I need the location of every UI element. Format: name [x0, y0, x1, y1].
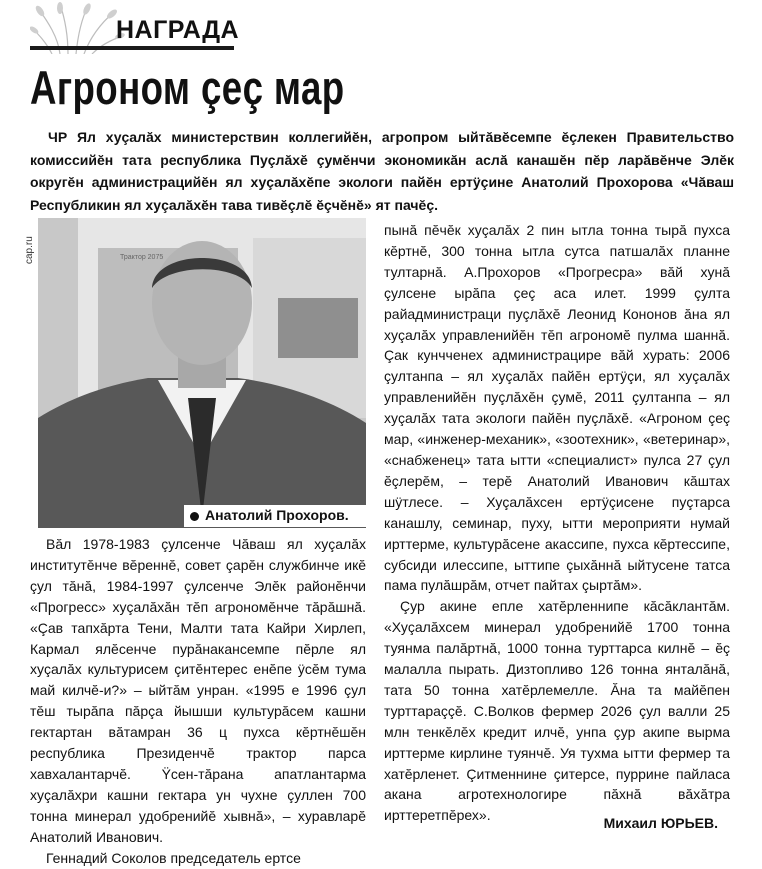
- photo-caption: [190, 507, 349, 523]
- body-paragraph: Çур акине епле хатĕрленнипе кăсăклантăм. «Хуçалăхсем минерал удобренийĕ 1700 тонна туянма палăртнă, 1000 тонна турттарса килнĕ – ĕç малалла пырать. Дизтопливо 126 тонна янталăнă, тата 50 тонна хатĕрлемелле. Ăна та майĕпен турттараççĕ. С.Волков фермер 2026 çул валли 25 млн тенкĕлĕх кредит илчĕ, унпа çур акипе вырма ирттерме кирлине туянчĕ. Уя тухма ытти фермер та хатĕрленет. Çитменнине çитерсе, пуррине пайласа акана агротехнологире пăхнă вăхăтра ирттеретпĕрех».: [384, 598, 730, 824]
- rubric-label: НАГРАДА: [116, 16, 240, 44]
- portrait-photo: [38, 218, 366, 528]
- photo-credit: cap.ru: [24, 236, 35, 264]
- body-column-left: [30, 534, 366, 869]
- body-column-right: [384, 220, 730, 826]
- rubric-underline: [30, 46, 234, 50]
- poster-text: Трактор 2075: [120, 254, 164, 261]
- author-signature: Михаил ЮРЬЕВ.: [603, 815, 718, 831]
- bullet-icon: [190, 512, 199, 521]
- body-paragraph: Геннадий Соколов председатель ертсе: [46, 849, 301, 866]
- body-paragraph: пынă пĕчĕк хуçалăх 2 пин ытла тонна тырă пухса кĕртнĕ, 300 тонна ытла сутса патшалăх планне тултарнă. А.Прохоров «Прогресра» вăй хунă çулсене ырăпа çеç аса илет. 1999 çулта райадминистраци пуçлăхĕ Леонид Кононов ăна ял хуçалăх управленийĕн тĕп агрономĕ пулма шаннă. Çак кунчченех администрацире вăй хурать: 2006 çултанпа – ял хуçалăх пайĕн ертÿçи, ял хуçалăх управленийĕн пуçлăхĕн çумĕ, 2011 çултанпа – ял хуçалăх тата экологи пайĕн пуçлăхĕ. «Агроном çеç мар, «инженер-механик», «зоотехник», «ветеринар», «снабженец» тата ытти «специалист» пулса 27 çул ĕçлерĕм, – терĕ Анатолий Иванович кăштах шÿтлесе. – Хуçалăхсен ертÿçисене пуçтарса канашлу, семинар, пуху, ытти мероприяти нумай ирттерме, культурăсене акассипе, пухса кĕртессипе, субсиди илессипе, ыттипе çыхăннă ыйтусене татса пама пулăшрăм, отчет пайтах çыртăм».: [384, 222, 730, 594]
- lead-paragraph: ЧР Ял хуçалăх министерствин коллегийĕн, агропром ыйтăвĕсемпе ĕçлекен Правительство комиссийĕн тата республика Пуçлăхĕ çумĕнчи экономикăн аслă канашĕн пĕр ларăвĕнче Элĕк округĕн администрацийĕн ял хуçалăхĕпе экологи пайĕн ертÿçине Анатолий Прохорова «Чăваш Республикин ял хуçалăхĕн тава тивĕçлĕ ĕçчĕнĕ» ят пачĕç.: [30, 129, 735, 213]
- body-paragraph: Вăл 1978-1983 çулсенче Чăваш ял хуçалăх институтĕнче вĕреннĕ, совет çарĕн службинче икĕ çул тăнă, 1984-1997 çулсенче Элĕк районĕнчи «Прогресс» хуçалăхăн тĕп агрономĕнче тăрăшнă. «Çав тапхăрта Тени, Малти тата Кайри Хирлеп, Кармал ялĕсенче пурăнакансемпе пĕрле ял хуçалăх культурисем çитĕнтерес енĕпе ÿсĕм тума май килчĕ-и?» – ыйтăм унран. «1995 е 1996 çул тĕш тырăпа пăрçа йышши культурăсем кашни гектартан вăтамран 36 ц пухса кĕртнĕшĕн республика Президенчĕ трактор парса хавхалантарчĕ. Ÿсен-тăрана апатлантарма хуçалăхри кашни гектара ун чухне çуллен 700 тонна минерал удобренийĕ хывнă», – хуравларĕ Анатолий Иванович.: [30, 536, 366, 845]
- photo-caption-text: Анатолий Прохоров.: [205, 507, 349, 523]
- headline: Агроном çеç мар: [30, 61, 345, 114]
